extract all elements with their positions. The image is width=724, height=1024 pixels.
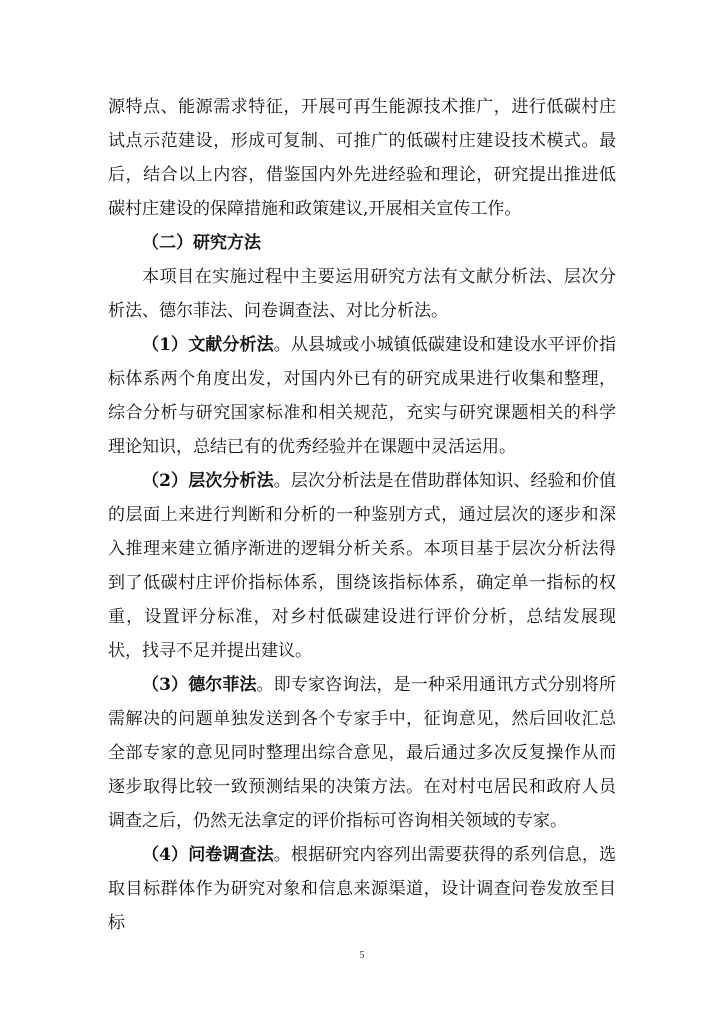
method-description: 。从县城或小城镇低碳建设和建设水平评价指标体系两个角度出发，对国内外已有的研究成果进行收集和整理，综合分析与研究国家标准和相关规范，充实与研究课题相关的科学理论知识，总结已有的优秀经验并在课题中灵活运用。 (108, 335, 617, 457)
paragraph-methods-intro: 本项目在实施过程中主要运用研究方法有文献分析法、层次分析法、德尔菲法、问卷调查法、对比分析法。 (108, 267, 616, 321)
method-number: （3） (142, 675, 189, 695)
method-number: （2） (142, 471, 189, 491)
method-description: 。层次分析法是在借助群体知识、经验和价值的层面上来进行判断和分析的一种鉴别方式，通过层次的逐步和深入推理来建立循序渐进的逻辑分析关系。本项目基于层次分析法得到了低碳村庄评价指标体系，围绕该指标体系，确定单一指标的权重，设置评分标准，对乡村低碳建设进行评价分析，总结发展现状，找寻不足并提出建议。 (108, 471, 617, 661)
method-term: 文献分析法 (188, 335, 274, 355)
method-number: （4） (142, 845, 189, 865)
paragraph-questionnaire (108, 838, 616, 940)
page-number: 5 (359, 950, 365, 961)
section-heading: （二）研究方法 (142, 233, 261, 253)
method-term: 层次分析法 (188, 471, 274, 491)
paragraph-ahp (108, 464, 616, 668)
body-text (108, 90, 616, 940)
method-term: 德尔菲法 (188, 675, 257, 695)
method-description: 。根据研究内容列出需要获得的系列信息，选取目标群体作为研究对象和信息来源渠道，设计调查问卷发放至目标 (108, 845, 617, 933)
method-number: （1） (142, 335, 189, 355)
paragraph-continuation: 源特点、能源需求特征，开展可再生能源技术推广，进行低碳村庄试点示范建设，形成可复制、可推广的低碳村庄建设技术模式。最后，结合以上内容，借鉴国内外先进经验和理论，研究提出推进低碳村庄建设的保障措施和政策建议,开展相关宣传工作。 (108, 97, 616, 219)
method-term: 问卷调查法 (188, 845, 274, 865)
paragraph-literature-analysis (108, 328, 616, 464)
paragraph-delphi (108, 668, 616, 838)
method-description: 。即专家咨询法，是一种采用通讯方式分别将所需解决的问题单独发送到各个专家手中，征询意见，然后回收汇总全部专家的意见同时整理出综合意见，最后通过多次反复操作从而逐步取得比较一致预测结果的决策方法。在对村屯居民和政府人员调查之后，仍然无法拿定的评价指标可咨询相关领域的专家。 (108, 675, 616, 831)
